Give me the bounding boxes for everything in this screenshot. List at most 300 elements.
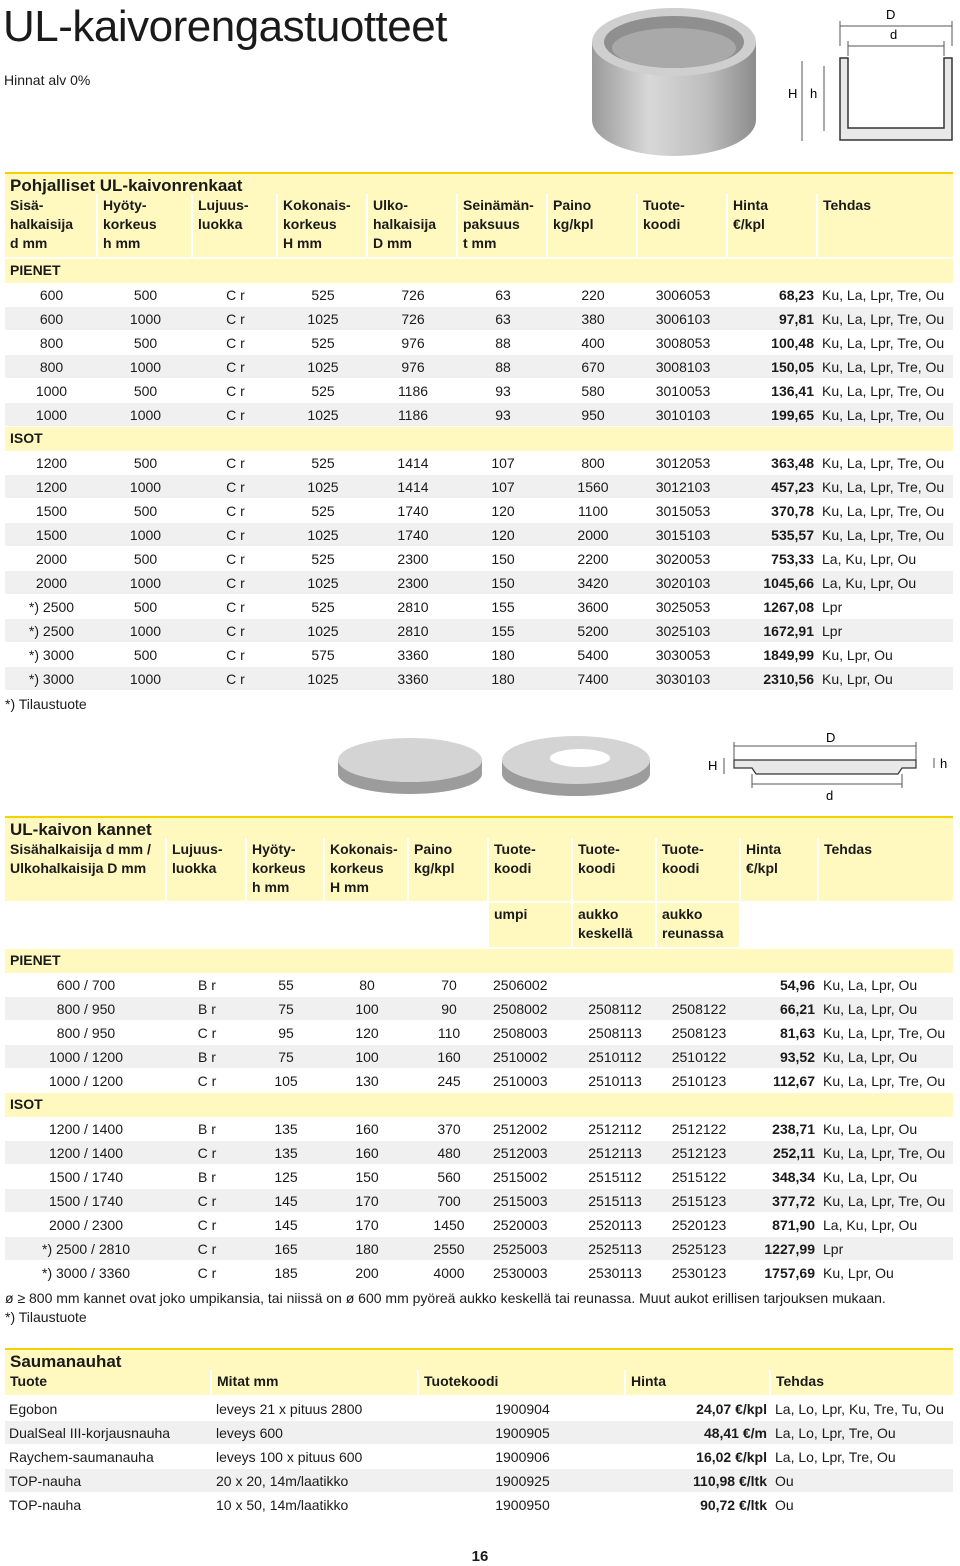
table-cell: 125	[274, 1169, 298, 1185]
table-cell: 670	[581, 359, 605, 375]
lids-header-cell	[325, 838, 409, 901]
lids-footnote: *) Tilaustuote	[5, 1309, 87, 1325]
table-cell: 2510122	[671, 1049, 727, 1065]
table-cell: 88	[495, 359, 511, 375]
table-cell: 370	[437, 1121, 461, 1137]
table-cell: 2515112	[588, 1169, 642, 1185]
table-cell: 1740	[397, 503, 429, 519]
table-cell: 136,41	[771, 383, 814, 399]
rings-header-text: Tehdas	[823, 197, 871, 213]
table-cell: 95	[278, 1025, 294, 1041]
table-cell: 88	[495, 335, 511, 351]
rings-header-text: Lujuus-	[198, 197, 249, 213]
table-cell: 1267,08	[763, 599, 814, 615]
table-cell: 120	[491, 503, 515, 519]
table-cell: Ou	[775, 1473, 794, 1489]
lids-subheader-cell	[741, 903, 819, 947]
table-cell: 976	[401, 335, 425, 351]
table-cell: C r	[226, 647, 245, 663]
table-cell: 1200 / 1400	[49, 1145, 123, 1161]
table-cell: Ku, La, Lpr, Tre, Ou	[822, 503, 945, 519]
table-cell: 1900904	[495, 1401, 550, 1417]
rings-header-text: Tuote-	[643, 197, 685, 213]
bands-header-cell: Mitat mm	[212, 1370, 419, 1395]
table-cell: 3020053	[655, 551, 711, 567]
table-cell	[657, 973, 741, 996]
rings-header-cell	[638, 194, 728, 257]
lids-header-text: H mm	[330, 879, 369, 895]
table-cell: 1000	[129, 407, 162, 423]
table-cell: La, Ku, Lpr, Ou	[822, 575, 917, 591]
table-cell: 2508122	[671, 1001, 727, 1017]
table-row	[5, 973, 953, 997]
ring-h-useful-label: h	[810, 86, 818, 101]
table-cell: 800	[39, 359, 64, 375]
table-cell: 2520003	[493, 1217, 548, 1233]
lids-subheader-cell	[819, 903, 953, 947]
table-cell: 525	[311, 383, 335, 399]
table-cell: 726	[401, 287, 425, 303]
table-cell: Ku, La, Lpr, Tre, Ou	[822, 287, 945, 303]
lids-subheader-cell	[247, 903, 325, 947]
table-cell: *) 3000	[28, 647, 75, 663]
table-cell: 66,21	[779, 1001, 815, 1017]
rings-header-text: Hinta	[733, 197, 768, 213]
table-cell: 1000	[129, 479, 162, 495]
table-row	[5, 997, 953, 1021]
table-cell: 75	[278, 1049, 294, 1065]
table-row	[5, 307, 953, 331]
table-cell: 2310,56	[763, 671, 814, 687]
table-cell: 1025	[307, 623, 339, 639]
table-row	[5, 667, 953, 691]
lids-header-text: Tuote-	[494, 841, 536, 857]
table-cell: Egobon	[9, 1401, 58, 1417]
lids-subheader-text: umpi	[494, 906, 528, 922]
table-cell: Ku, La, Lpr, Tre, Ou	[822, 479, 945, 495]
table-cell: 1757,69	[764, 1265, 815, 1281]
table-row	[5, 523, 953, 547]
rings-section	[5, 172, 953, 691]
rings-header-cell	[458, 194, 548, 257]
table-cell: 2508003	[493, 1025, 548, 1041]
table-cell: 1500 / 1740	[49, 1169, 123, 1185]
table-cell: *) 3000	[28, 671, 75, 687]
table-cell: 3010103	[655, 407, 711, 423]
table-cell: C r	[197, 1241, 217, 1257]
table-cell: 1200	[35, 479, 68, 495]
lids-group-small: PIENET	[5, 949, 953, 973]
table-cell: 800 / 950	[56, 1025, 116, 1041]
table-cell: 3015053	[655, 503, 711, 519]
table-cell: 2515002	[493, 1169, 548, 1185]
bands-header-cell: Tuotekoodi	[419, 1370, 626, 1395]
solid-lid-photo-image	[334, 732, 486, 796]
table-cell: 726	[401, 311, 425, 327]
table-cell: 1025	[307, 671, 339, 687]
lids-header-text: Ulkohalkaisija D mm	[10, 860, 147, 876]
table-cell: Ku, La, Lpr, Tre, Ou	[823, 1193, 946, 1209]
table-cell: 2510112	[588, 1049, 642, 1065]
table-cell: 252,11	[772, 1145, 815, 1161]
table-cell: 1000	[129, 671, 162, 687]
rings-table-header	[5, 194, 953, 259]
table-cell: Ku, La, Lpr, Tre, Ou	[822, 407, 945, 423]
table-cell: 600 / 700	[56, 977, 116, 993]
table-cell: 2525113	[588, 1241, 642, 1257]
table-cell: 2512113	[588, 1145, 642, 1161]
table-cell: 525	[311, 551, 335, 567]
table-cell: 2525003	[493, 1241, 548, 1257]
table-row	[5, 355, 953, 379]
table-cell: 600	[39, 311, 64, 327]
table-cell: 100,48	[771, 335, 814, 351]
lids-subheader-text: aukko	[578, 906, 619, 922]
table-cell: 500	[133, 551, 158, 567]
table-cell: *) 3000 / 3360	[42, 1265, 130, 1281]
lids-header-cell	[489, 838, 573, 901]
table-cell: 100	[355, 1001, 379, 1017]
table-cell: Ku, La, Lpr, Tre, Ou	[822, 527, 945, 543]
rings-header-cell	[98, 194, 193, 257]
table-cell: 245	[437, 1073, 461, 1089]
table-cell: La, Lo, Lpr, Tre, Ou	[775, 1425, 896, 1441]
table-cell: C r	[226, 575, 245, 591]
rings-header-text: t mm	[463, 235, 497, 251]
table-cell: Ku, La, Lpr, Ou	[823, 977, 918, 993]
table-cell: C r	[226, 455, 245, 471]
rings-header-text: €/kpl	[733, 216, 765, 232]
table-cell: 1200	[35, 455, 68, 471]
table-cell: 1500	[35, 503, 68, 519]
lids-table-header	[5, 838, 953, 903]
table-cell: 3008103	[655, 359, 711, 375]
table-cell: 55	[278, 977, 294, 993]
lids-subheader-cell	[325, 903, 409, 947]
table-cell: 1500 / 1740	[49, 1193, 123, 1209]
table-cell: 135	[274, 1145, 298, 1161]
rings-footnote: *) Tilaustuote	[5, 696, 87, 712]
lids-subheader-text: aukko	[662, 906, 703, 922]
table-cell: 185	[274, 1265, 298, 1281]
table-cell: C r	[197, 1193, 217, 1209]
rings-large-rows	[5, 451, 953, 691]
rings-group-small: PIENET	[5, 259, 953, 283]
table-cell: 1900905	[495, 1425, 550, 1441]
table-row	[5, 1165, 953, 1189]
table-row	[5, 1397, 953, 1421]
table-cell: 93,52	[779, 1049, 815, 1065]
table-cell: 500	[133, 335, 158, 351]
rings-header-cell	[548, 194, 638, 257]
table-cell: Ku, Lpr, Ou	[822, 671, 893, 687]
table-cell: 93	[495, 383, 511, 399]
lid-d-inner-label: d	[826, 788, 834, 803]
rings-header-cell	[193, 194, 278, 257]
table-cell: 93	[495, 407, 511, 423]
lids-section-title: UL-kaivon kannet	[5, 816, 953, 838]
table-cell: 500	[133, 503, 158, 519]
lids-subheader-cell	[409, 903, 489, 947]
page-title: UL-kaivorengastuotteet	[3, 2, 447, 51]
table-row	[5, 283, 953, 307]
table-cell: 75	[278, 1001, 294, 1017]
table-cell: 380	[581, 311, 605, 327]
table-cell: 1849,99	[763, 647, 814, 663]
hole-lid-photo-image	[498, 730, 654, 798]
table-cell: 220	[581, 287, 605, 303]
table-cell: 2525123	[671, 1241, 727, 1257]
lids-small-rows	[5, 973, 953, 1093]
bands-table-header	[5, 1370, 953, 1397]
table-cell: 200	[355, 1265, 379, 1281]
table-row	[5, 499, 953, 523]
table-cell: Ku, Lpr, Ou	[823, 1265, 894, 1281]
table-cell: 525	[311, 287, 335, 303]
lids-opening-note: ø ≥ 800 mm kannet ovat joko umpikansia, tai niissä on ø 600 mm pyöreä aukko keskellä tai reunassa. Muut aukot erillisen tarjouksen mukaan.	[5, 1290, 886, 1306]
lids-header-cell	[167, 838, 247, 901]
table-cell: 3020103	[655, 575, 711, 591]
table-cell: 2510113	[588, 1073, 642, 1089]
table-row	[5, 1421, 953, 1445]
table-cell: 2512112	[588, 1121, 642, 1137]
table-row	[5, 1469, 953, 1493]
table-row	[5, 1117, 953, 1141]
table-cell: 3360	[397, 647, 429, 663]
table-cell: 976	[401, 359, 425, 375]
table-cell: 2512003	[493, 1145, 548, 1161]
table-cell: 48,41 €/m	[703, 1425, 767, 1441]
rings-header-text: H mm	[283, 235, 322, 251]
table-cell: 1450	[433, 1217, 465, 1233]
table-cell: C r	[226, 599, 245, 615]
table-cell: 1000	[129, 311, 162, 327]
table-cell: 150	[491, 575, 515, 591]
table-cell: 180	[491, 647, 515, 663]
table-cell: 2000	[35, 551, 68, 567]
table-cell: DualSeal III-korjausnauha	[9, 1425, 171, 1441]
rings-header-text: Sisä-	[10, 197, 44, 213]
table-row	[5, 1021, 953, 1045]
table-cell: 2512002	[493, 1121, 548, 1137]
table-cell: C r	[197, 1217, 217, 1233]
table-cell: C r	[226, 503, 245, 519]
bands-header-cell: Tuote	[5, 1370, 212, 1395]
table-cell: 500	[133, 647, 158, 663]
rings-header-text: kg/kpl	[553, 216, 594, 232]
table-cell	[573, 973, 657, 996]
lids-large-rows	[5, 1117, 953, 1285]
table-cell: 112,67	[772, 1073, 815, 1089]
table-cell: 3012053	[655, 455, 711, 471]
rings-header-text: paksuus	[463, 216, 520, 232]
table-cell: Ku, La, Lpr, Tre, Ou	[822, 311, 945, 327]
table-cell: 500	[133, 287, 158, 303]
table-cell: C r	[226, 551, 245, 567]
table-cell: 1000	[129, 575, 162, 591]
table-cell: 2508113	[588, 1025, 642, 1041]
table-cell: 130	[355, 1073, 379, 1089]
table-cell: 3025103	[655, 623, 711, 639]
table-cell: 1900950	[495, 1497, 550, 1513]
table-row	[5, 451, 953, 475]
table-cell: Lpr	[822, 623, 843, 639]
lids-subheader-cell	[5, 903, 167, 947]
table-row	[5, 1045, 953, 1069]
table-cell: 2000 / 2300	[49, 1217, 123, 1233]
lids-header-cell	[573, 838, 657, 901]
table-cell: 135	[274, 1121, 298, 1137]
table-cell: 2510123	[671, 1073, 727, 1089]
table-cell: 2550	[433, 1241, 465, 1257]
table-cell: B r	[198, 1169, 216, 1185]
table-cell: 160	[355, 1145, 379, 1161]
lid-d-outer-label: D	[826, 732, 836, 745]
table-cell: 400	[581, 335, 605, 351]
table-cell: 170	[355, 1217, 379, 1233]
lids-header-text: kg/kpl	[414, 860, 455, 876]
table-cell: 100	[355, 1049, 379, 1065]
rings-header-text: h mm	[103, 235, 141, 251]
lid-h-total-label: H	[708, 758, 718, 773]
table-cell: 1000 / 1200	[49, 1073, 123, 1089]
table-cell: 2512122	[671, 1121, 727, 1137]
table-cell: 871,90	[772, 1217, 815, 1233]
table-cell: 600	[39, 287, 64, 303]
table-cell: C r	[197, 1073, 217, 1089]
table-cell: 145	[274, 1193, 298, 1209]
lids-header-text: Tuote-	[578, 841, 620, 857]
table-cell: *) 2500 / 2810	[42, 1241, 130, 1257]
table-cell: 150	[491, 551, 515, 567]
lids-header-text: h mm	[252, 879, 290, 895]
table-cell: 150,05	[771, 359, 814, 375]
table-cell: 1200 / 1400	[49, 1121, 123, 1137]
table-cell: 2300	[397, 551, 429, 567]
table-cell: Ku, La, Lpr, Tre, Ou	[822, 383, 945, 399]
lids-header-cell	[247, 838, 325, 901]
table-cell: La, Lo, Lpr, Tre, Ou	[775, 1449, 896, 1465]
table-cell: 1000	[129, 623, 162, 639]
lids-header-text: korkeus	[252, 860, 306, 876]
table-cell: Ku, La, Lpr, Tre, Ou	[823, 1073, 946, 1089]
table-cell: 500	[133, 455, 158, 471]
lids-header-cell	[741, 838, 819, 901]
table-cell: 1045,66	[763, 575, 814, 591]
table-cell: 68,23	[778, 287, 814, 303]
table-cell: 2515122	[671, 1169, 727, 1185]
table-cell: 150	[355, 1169, 379, 1185]
lids-section	[5, 816, 953, 1285]
table-cell: La, Ku, Lpr, Ou	[823, 1217, 918, 1233]
table-cell: 54,96	[779, 977, 815, 993]
table-cell: 3006053	[655, 287, 711, 303]
table-cell: 2000	[35, 575, 68, 591]
table-cell: 170	[355, 1193, 379, 1209]
table-cell: 1025	[307, 575, 339, 591]
table-cell: 199,65	[771, 407, 814, 423]
rings-header-text: Seinämän-	[463, 197, 534, 213]
lids-header-text: koodi	[494, 860, 532, 876]
table-cell: Ku, La, Lpr, Tre, Ou	[823, 1145, 946, 1161]
table-row	[5, 571, 953, 595]
table-cell: 580	[581, 383, 605, 399]
table-cell: 753,33	[771, 551, 814, 567]
table-cell: 525	[311, 599, 335, 615]
ring-photo-image	[584, 2, 764, 160]
lids-table-subheader	[5, 903, 953, 949]
table-cell: leveys 21 x pituus 2800	[216, 1401, 363, 1417]
table-cell: B r	[198, 1121, 216, 1137]
table-cell: 500	[133, 599, 158, 615]
table-cell: 3360	[397, 671, 429, 687]
table-cell: 1900925	[495, 1473, 550, 1489]
table-cell: Lpr	[822, 599, 843, 615]
table-cell: C r	[226, 623, 245, 639]
lids-header-text: Hyöty-	[252, 841, 296, 857]
table-cell: Ku, La, Lpr, Tre, Ou	[823, 1025, 946, 1041]
table-cell: 7400	[577, 671, 609, 687]
table-row	[5, 1141, 953, 1165]
table-cell: 155	[491, 623, 515, 639]
lids-subheader-cell	[657, 903, 741, 947]
table-cell: 1000	[129, 359, 162, 375]
table-cell: 160	[355, 1121, 379, 1137]
bands-rows	[5, 1397, 953, 1517]
table-row	[5, 331, 953, 355]
rings-header-text: koodi	[643, 216, 681, 232]
table-row	[5, 1189, 953, 1213]
table-cell: 2508112	[588, 1001, 642, 1017]
lids-subheader-cell	[167, 903, 247, 947]
table-cell: 3008053	[655, 335, 711, 351]
table-cell: 2508123	[671, 1025, 727, 1041]
table-cell: 2515003	[493, 1193, 548, 1209]
lids-header-text: koodi	[578, 860, 616, 876]
rings-header-text: korkeus	[283, 216, 337, 232]
table-cell: 377,72	[772, 1193, 815, 1209]
table-cell: 2512123	[671, 1145, 727, 1161]
table-cell: 63	[495, 311, 511, 327]
table-cell: Ku, Lpr, Ou	[822, 647, 893, 663]
table-cell: 2508002	[493, 1001, 548, 1017]
table-cell: Ku, La, Lpr, Ou	[823, 1121, 918, 1137]
table-cell: 1000	[35, 407, 68, 423]
table-cell: 800	[581, 455, 605, 471]
lids-subheader-cell	[573, 903, 657, 947]
table-cell: 4000	[433, 1265, 465, 1281]
table-cell: *) 2500	[28, 623, 75, 639]
table-cell: 525	[311, 455, 335, 471]
table-cell: 348,34	[772, 1169, 815, 1185]
table-cell: 3015103	[655, 527, 711, 543]
table-cell: TOP-nauha	[9, 1497, 82, 1513]
table-cell: 2530123	[671, 1265, 727, 1281]
rings-header-cell	[818, 194, 953, 257]
table-cell: 2515123	[671, 1193, 727, 1209]
lids-header-cell	[819, 838, 953, 901]
table-cell: 1414	[397, 479, 429, 495]
table-cell: Ku, La, Lpr, Tre, Ou	[822, 335, 945, 351]
rings-header-text: Hyöty-	[103, 197, 147, 213]
table-cell: Ku, La, Lpr, Ou	[823, 1169, 918, 1185]
table-row	[5, 1213, 953, 1237]
lids-header-cell	[657, 838, 741, 901]
table-cell: 3025053	[655, 599, 711, 615]
table-cell: 5400	[577, 647, 609, 663]
table-cell: 800	[39, 335, 64, 351]
table-cell: Raychem-saumanauha	[9, 1449, 154, 1465]
